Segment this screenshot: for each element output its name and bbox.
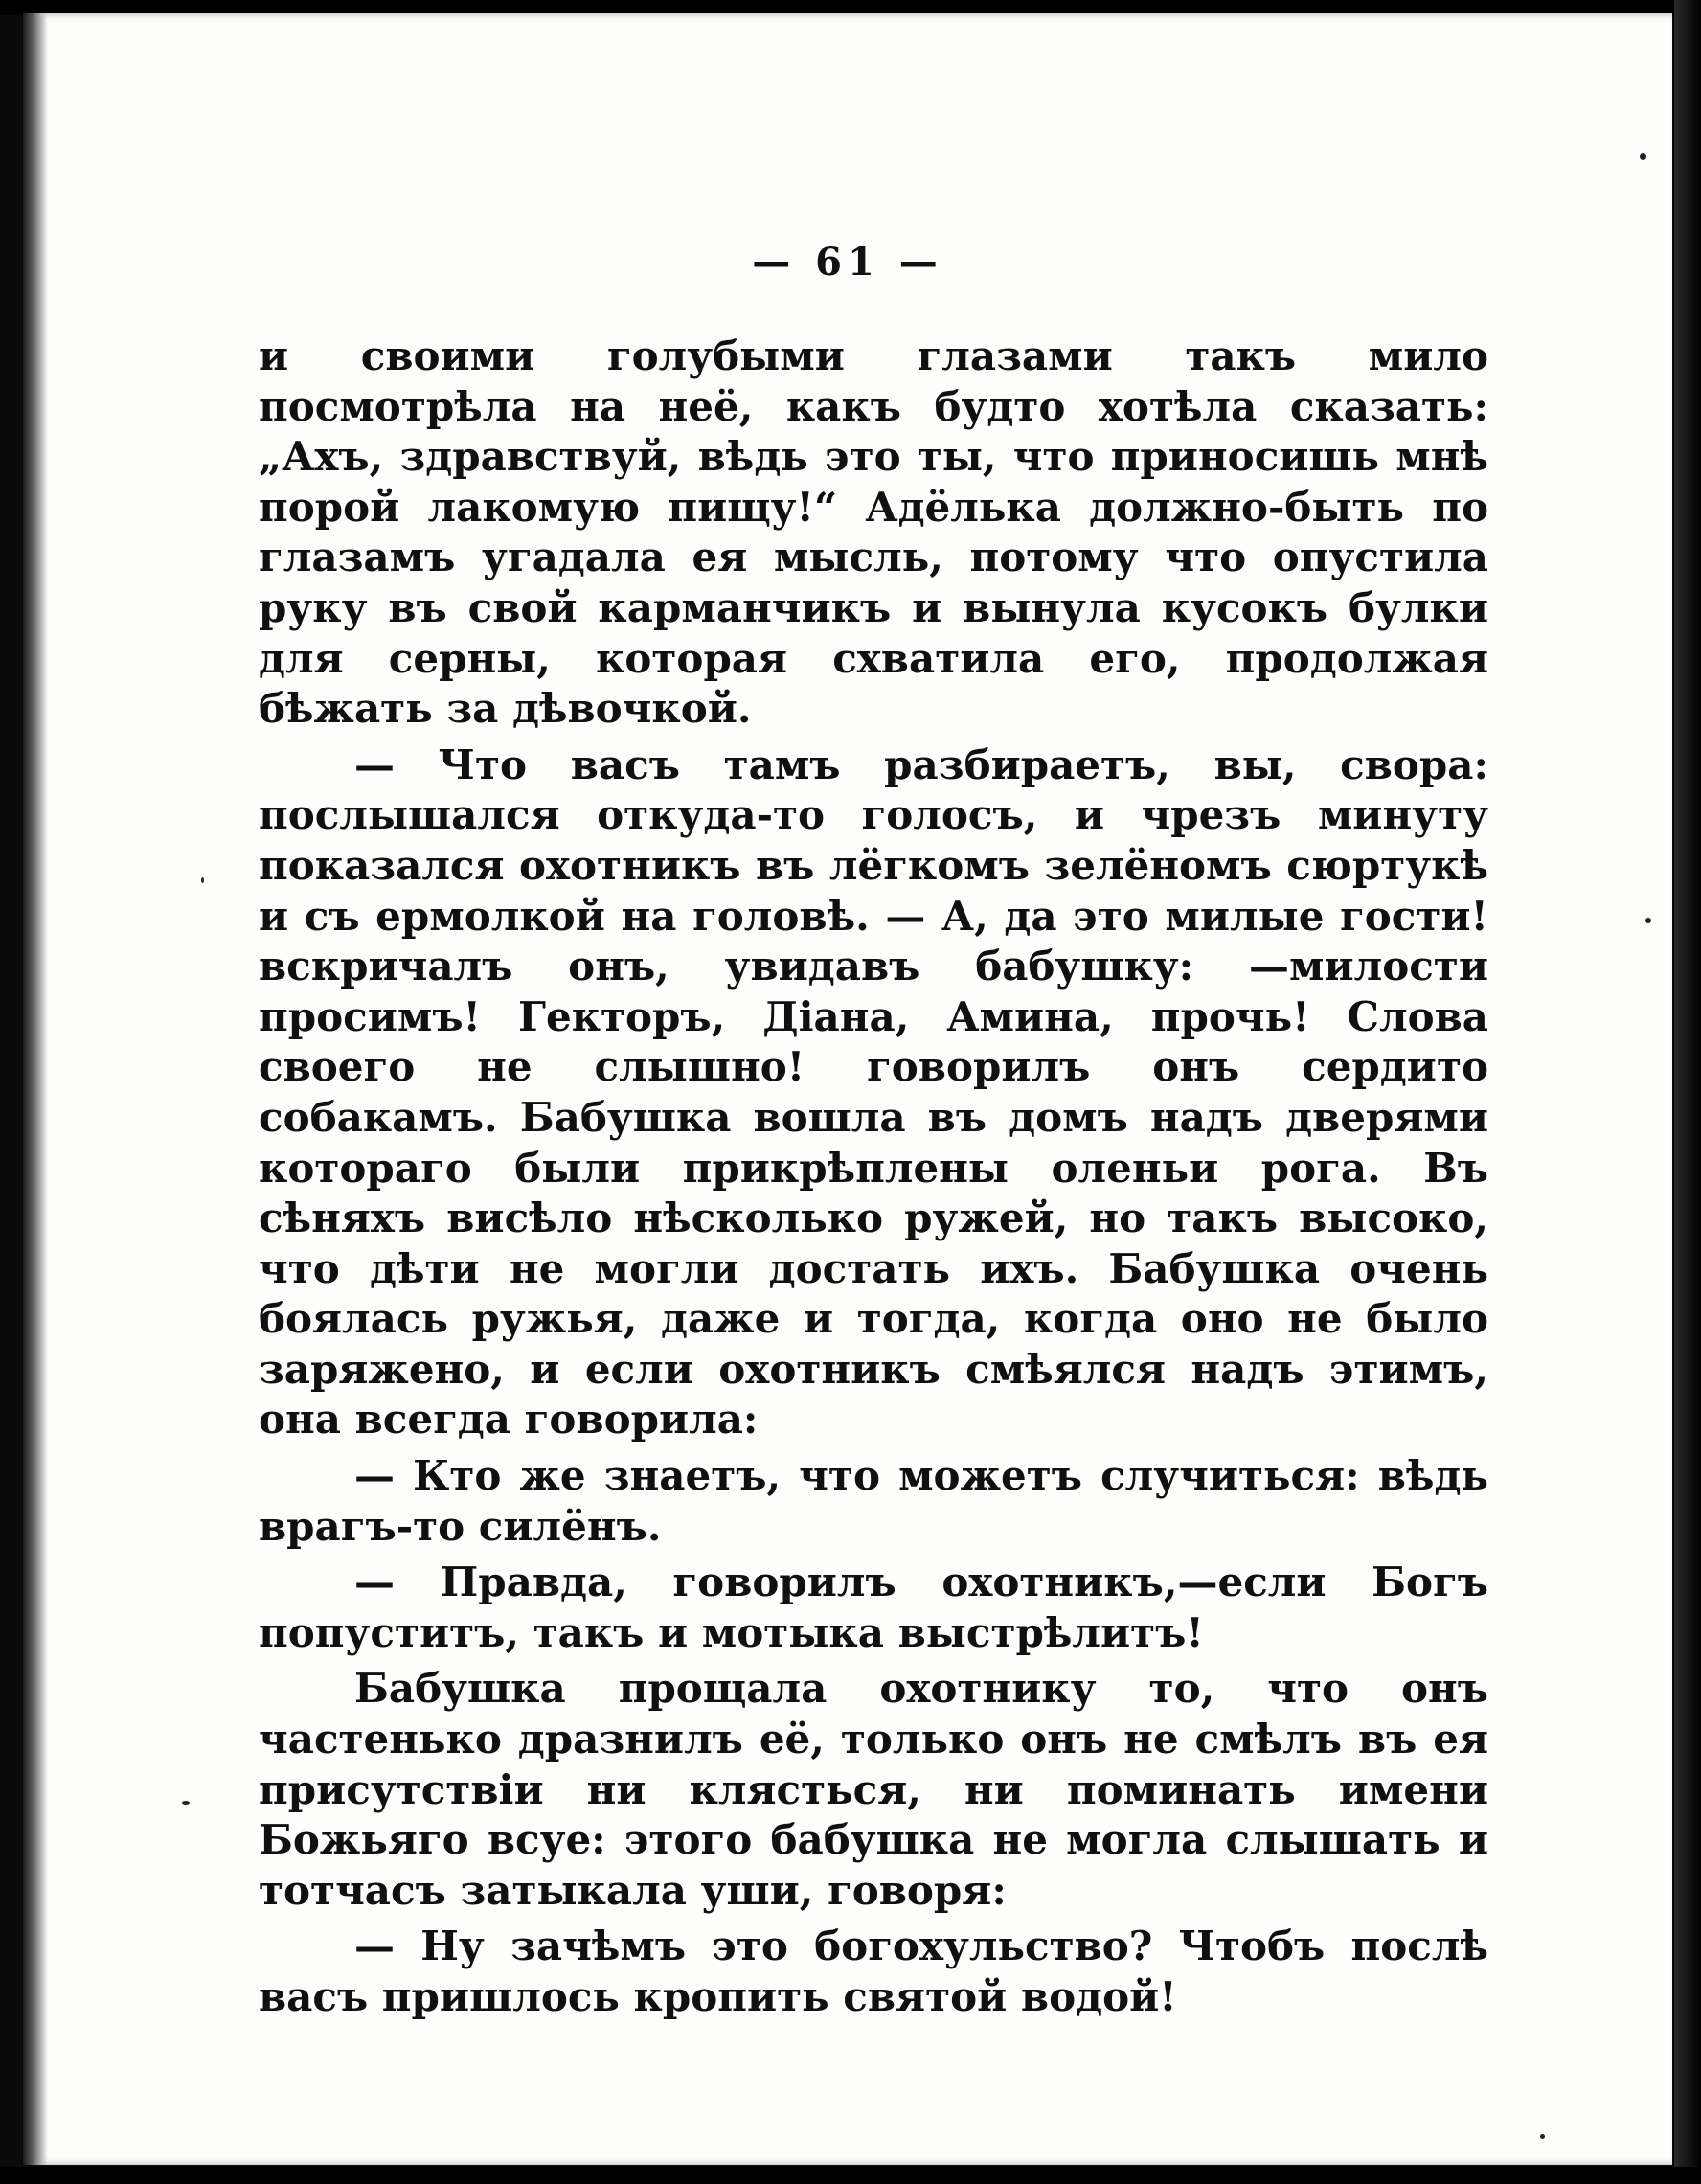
scan-edge-bottom [0, 2167, 1701, 2184]
scan-edge-right [1674, 0, 1701, 2184]
paragraph-continued: и своими голубыми глазами такъ мило посмотрѣла на неё, какъ будто хотѣла сказать: „Ахъ, здравствуй, вѣдь это ты, что приносишь мнѣ порой лакомую пищу!“ Адёлька должно-быть по глазамъ угадала ея мысль, потому что опустила руку въ свой карманчикъ и вынула кусокъ булки для серны, которая схватила его, продолжая бѣжать за дѣвочкой. [259, 332, 1488, 733]
paragraph-dialogue: — Кто же знаетъ, что можетъ случиться: вѣдь врагъ-то силёнъ. [259, 1452, 1488, 1550]
body-text [259, 331, 1488, 2029]
speck [201, 877, 204, 883]
binding-shadow [23, 13, 48, 2165]
speck [1645, 918, 1651, 923]
book-page [23, 13, 1672, 2165]
page-number: — 61 — [752, 239, 943, 284]
paragraph-grandmother: Бабушка прощала охотнику то, что онъ частенько дразнилъ её, только онъ не смѣлъ въ ея присутствіи ни клясться, ни поминать имени Божьяго всуе: этого бабушка не могла слышать и тотчасъ затыкала уши, говоря: [259, 1665, 1488, 1914]
paragraph-dialogue: — Правда, говорилъ охотникъ,—если Богъ попуститъ, такъ и мотыка выстрѣлитъ! [259, 1558, 1488, 1656]
paragraph-dialogue: — Ну зачѣмъ это богохульство? Чтобъ послѣ васъ пришлось кропить святой водой! [259, 1922, 1488, 2020]
speck [1540, 2134, 1545, 2139]
paragraph-hunter-greeting: — Что васъ тамъ разбираетъ, вы, свора: послышался откуда-то голосъ, и чрезъ минуту показался охотникъ въ лёгкомъ зелёномъ сюртукѣ и съ ермолкой на головѣ. — А, да это милые гости! вскричалъ онъ, увидавъ бабушку: —милости просимъ! Гекторъ, Діана, Амина, прочь! Слова своего не слышно! говорилъ онъ сердито собакамъ. Бабушка вошла въ домъ надъ дверями котораго были прикрѣплены оленьи рога. Въ сѣняхъ висѣло нѣсколько ружей, но такъ высоко, что дѣти не могли достать ихъ. Бабушка очень боялась ружья, даже и тогда, когда оно не было заряжено, и если охотникъ смѣялся надъ этимъ, она всегда говорила: [259, 740, 1488, 1444]
speck [1640, 153, 1646, 160]
speck [182, 1801, 190, 1805]
